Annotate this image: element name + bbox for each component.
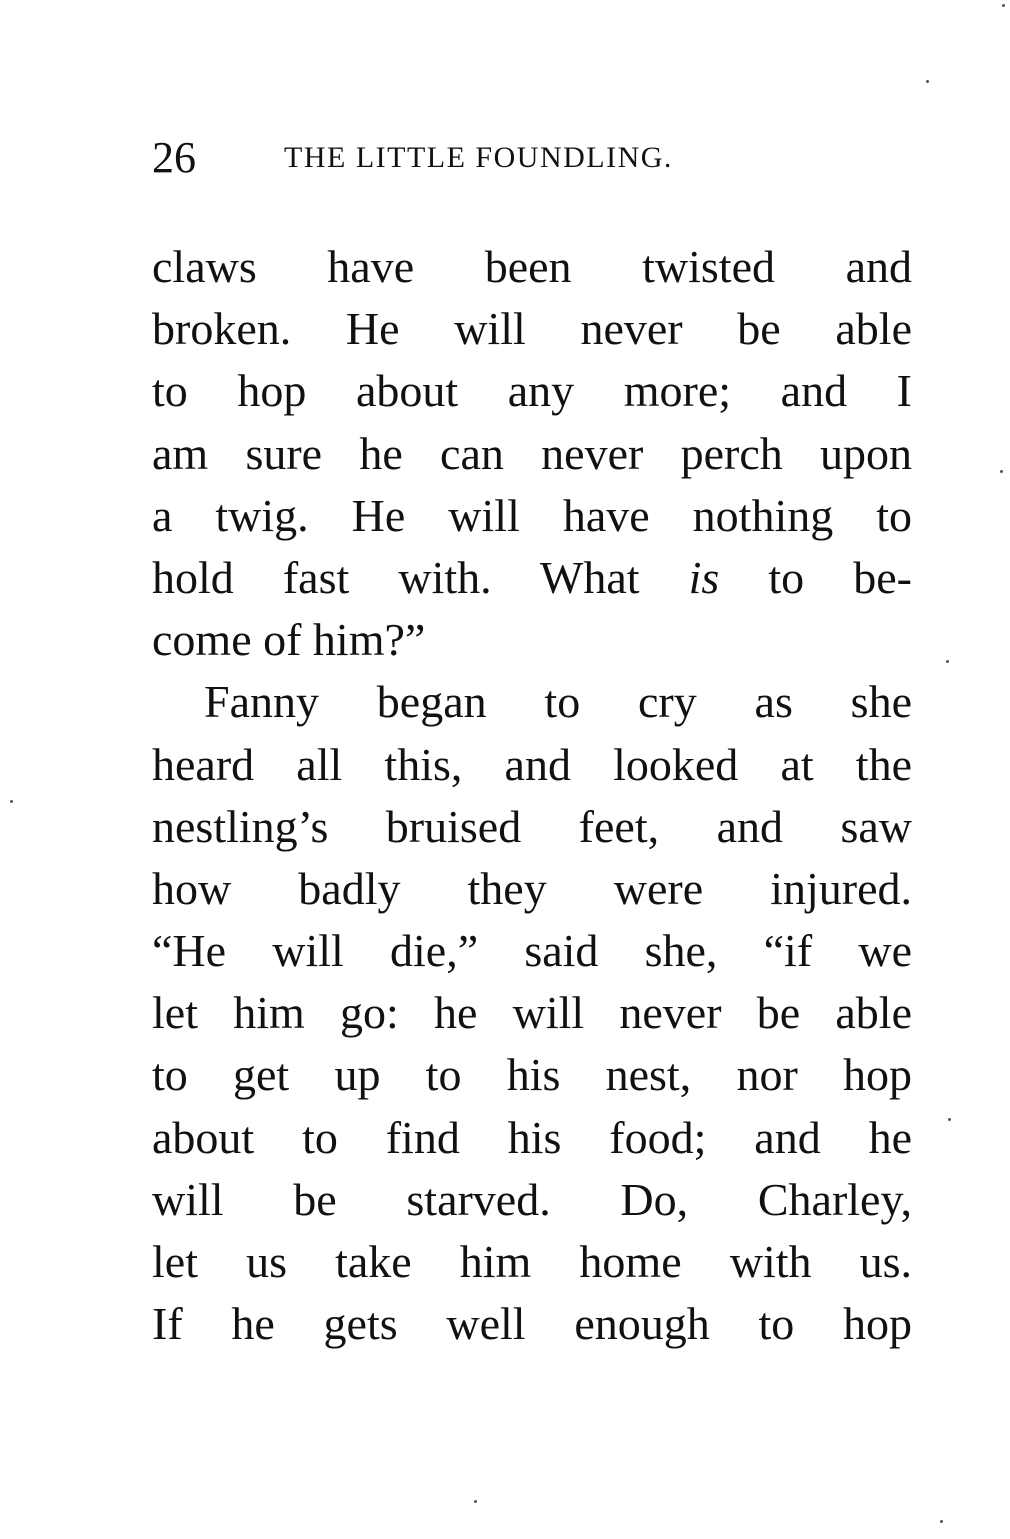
text-line: Fanny began to cry as she [204,676,912,728]
scan-speck [474,1500,477,1503]
text-line: will be starved. Do, Charley, [152,1173,912,1225]
text-line: claws have been twisted and [152,241,912,292]
scan-speck [946,660,949,663]
text-line: let him go: he will never be able [152,987,912,1039]
text-line: to hop about any more; and I [152,365,912,417]
text-line: nestling’s bruised feet, and saw [152,800,912,852]
text-line: broken. He will never be able [152,303,912,355]
text-line: “He will die,” said she, “if we [152,925,912,977]
scan-speck [1002,4,1005,7]
scan-speck [10,800,13,803]
italic-emphasis: is [688,551,720,603]
text-line: about to find his food; and he [152,1111,912,1163]
scan-speck [926,80,929,83]
page-number: 26 [152,133,196,182]
scan-speck [948,1118,951,1121]
text-line: am sure he can never perch upon [152,427,912,479]
text-line: If he gets well enough to hop [152,1298,912,1350]
running-head [152,128,812,188]
text-line: to get up to his nest, nor hop [152,1049,912,1101]
text-line: a twig. He will have nothing to [152,489,912,541]
body-text [152,236,912,1355]
text-line: come of him?” [152,614,426,666]
scan-speck [1000,470,1003,473]
text-line: heard all this, and looked at the [152,738,912,790]
scan-speck [940,1520,943,1523]
running-title: THE LITTLE FOUNDLING. [284,141,673,174]
text-line: let us take him home with us. [152,1236,912,1287]
text-line: how badly they were injured. [152,862,912,914]
text-line-with-italic: hold fast with. What is to be- [152,551,913,603]
